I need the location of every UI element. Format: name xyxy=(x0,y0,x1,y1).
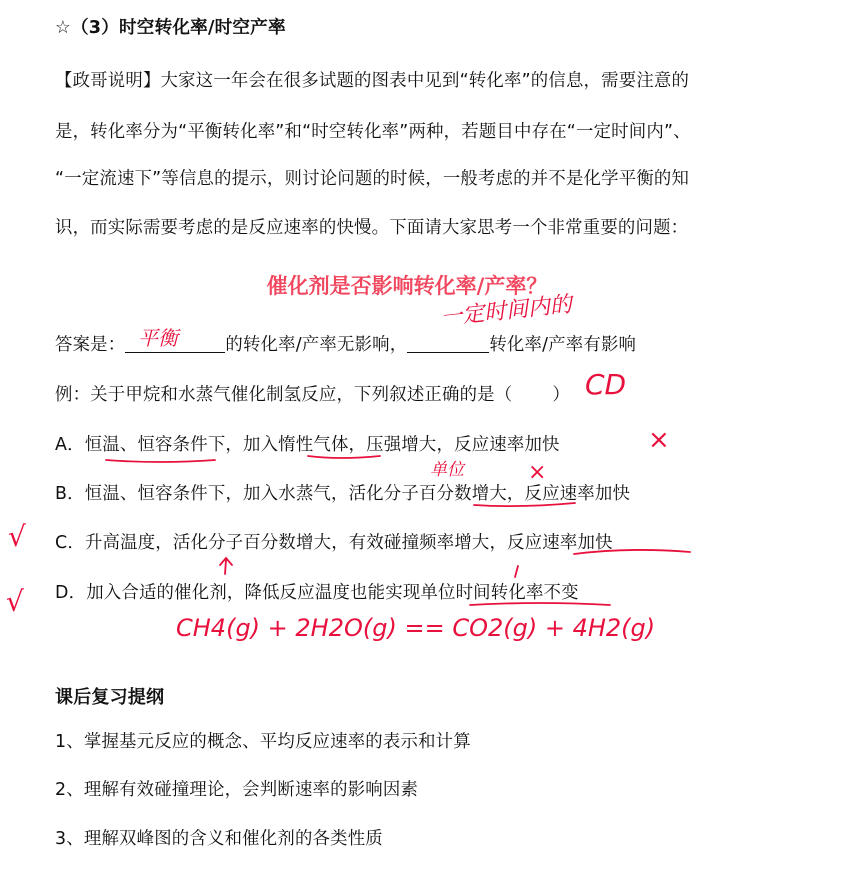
answer-blank-2 xyxy=(407,335,489,353)
question-heading: 催化剂是否影响转化率/产率？ xyxy=(266,274,548,298)
option-text: 恒温、恒容条件下，加入水蒸气，活化分子百分数增大，反应速率加快 xyxy=(84,484,631,504)
review-item-3: 3、理解双峰图的含义和催化剂的各类性质 xyxy=(55,829,383,849)
underline-a-conditions xyxy=(106,460,215,462)
handwritten-check-d: √ xyxy=(6,585,24,618)
example-stem-close: ） xyxy=(552,385,570,405)
handwritten-x-b: × xyxy=(528,460,547,485)
option-a xyxy=(55,430,560,455)
option-d xyxy=(55,578,579,603)
handwritten-check-c: √ xyxy=(8,520,26,553)
section-title: ☆（3）时空转化率/时空产率 xyxy=(55,18,286,38)
option-label: D． xyxy=(55,583,87,603)
review-title: 课后复习提纲 xyxy=(55,687,165,708)
intro-line-3: “一定流速下”等信息的提示，则讨论问题的时候，一般考虑的并不是化学平衡的知 xyxy=(55,169,690,189)
answer-suffix: 转化率/产率有影响 xyxy=(489,335,637,355)
option-label: A． xyxy=(55,435,85,455)
option-text: 加入合适的催化剂，降低反应温度也能实现单位时间转化率不变 xyxy=(86,583,579,603)
option-text: 升高温度，活化分子百分数增大，有效碰撞频率增大，反应速率加快 xyxy=(84,533,613,553)
intro-line-2: 是，转化率分为“平衡转化率”和“时空转化率”两种，若题目中存在“一定时间内”、 xyxy=(55,122,691,142)
answer-mid: 的转化率/产率无影响， xyxy=(225,335,408,355)
intro-line-1: 【政哥说明】大家这一年会在很多试题的图表中见到“转化率”的信息，需要注意的 xyxy=(55,71,690,91)
handwritten-equation: CH4(g) + 2H2O(g) == CO2(g) + 4H2(g) xyxy=(176,614,656,642)
option-text: 恒温、恒容条件下，加入惰性气体，压强增大，反应速率加快 xyxy=(84,435,560,455)
handwritten-x-a: × xyxy=(648,425,670,455)
option-c xyxy=(55,528,613,553)
option-label: B． xyxy=(55,484,85,504)
arrow-d-catalyst xyxy=(220,558,232,574)
option-label: C． xyxy=(55,533,85,553)
underline-a-inert-gas xyxy=(308,456,380,458)
example-stem-text: 例：关于甲烷和水蒸气催化制氢反应，下列叙述正确的是（ xyxy=(55,385,513,405)
handwritten-blank1: 平衡 xyxy=(138,326,178,350)
answer-prefix: 答案是： xyxy=(55,335,126,355)
handwritten-answer: CD xyxy=(585,368,627,401)
handwritten-blank2: 一定时间内的 xyxy=(439,292,574,331)
underline-d-unit-time xyxy=(470,603,610,605)
handwritten-b-note: 单位 xyxy=(430,460,464,480)
example-stem xyxy=(55,380,570,405)
review-item-1: 1、掌握基元反应的概念、平均反应速率的表示和计算 xyxy=(55,732,471,752)
arrow-d-time xyxy=(515,566,518,577)
review-item-2: 2、理解有效碰撞理论，会判断速率的影响因素 xyxy=(55,780,419,800)
intro-line-4: 识，而实际需要考虑的是反应速率的快慢。下面请大家思考一个非常重要的问题： xyxy=(55,218,689,238)
